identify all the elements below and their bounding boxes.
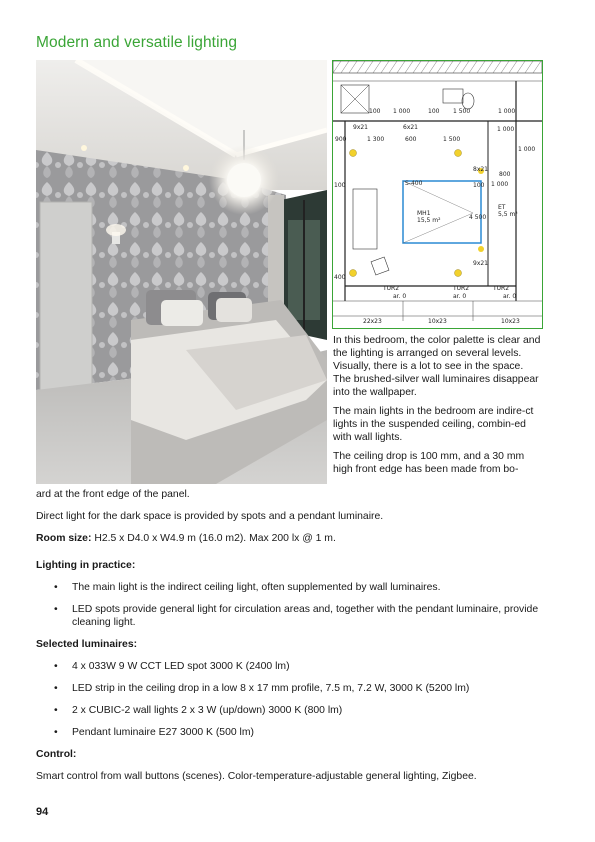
plan-label: 100 bbox=[334, 182, 346, 189]
luminaires-list bbox=[36, 660, 541, 739]
lighting-heading: Lighting in practice: bbox=[36, 560, 136, 571]
plan-label: 1 000 bbox=[518, 146, 536, 153]
control-text: Smart control from wall buttons (scenes). Color-temperature-adjustable general lighting, Zigbee. bbox=[36, 771, 477, 782]
plan-label: TUR2 bbox=[383, 285, 400, 292]
floor-plan bbox=[332, 60, 543, 329]
plan-label: TUR2 bbox=[453, 285, 470, 292]
side-paragraph: In this bedroom, the color palette is clear and the lighting is arranged on several levels. Visually, there is a lot to see in the space. The brushed-silver wall luminaires disappear into the wallpaper. bbox=[333, 335, 541, 398]
list-item: • Pendant luminaire E27 3000 K (500 lm) bbox=[36, 726, 541, 739]
plan-label: 9x21 bbox=[353, 124, 369, 131]
side-paragraph: The main lights in the bedroom are indire-ct lights in the suspended ceiling, combin-ed with wall lights. bbox=[333, 406, 534, 443]
room-size-label: Room size: bbox=[36, 533, 92, 544]
plan-label: 22x23 bbox=[363, 318, 382, 325]
plan-label: 10x23 bbox=[428, 318, 447, 325]
list-item: • The main light is the indirect ceiling light, often supplemented by wall luminaires. bbox=[36, 581, 541, 594]
list-item: • 2 x CUBIC-2 wall lights 2 x 3 W (up/down) 3000 K (800 lm) bbox=[36, 704, 541, 717]
page-number: 94 bbox=[36, 806, 49, 818]
plan-dim: 1 000 bbox=[498, 108, 516, 115]
plan-label: 10x23 bbox=[501, 318, 520, 325]
continued-line: ard at the front edge of the panel. bbox=[36, 489, 190, 500]
page-title: Modern and versatile lighting bbox=[36, 34, 238, 51]
plan-label: 4 500 bbox=[469, 214, 487, 221]
plan-label: 9x21 bbox=[473, 260, 489, 267]
plan-label: S-400 bbox=[405, 180, 423, 187]
side-text bbox=[333, 334, 543, 476]
plan-label: MH1 bbox=[417, 210, 431, 217]
control-heading: Control: bbox=[36, 749, 77, 760]
plan-label: 5,5 m² bbox=[498, 211, 518, 218]
plan-label: TUR2 bbox=[493, 285, 510, 292]
bedroom-photo bbox=[36, 60, 327, 484]
plan-label: 100 bbox=[473, 182, 485, 189]
room-size-value: H2.5 x D4.0 x W4.9 m (16.0 m2). Max 200 lx @ 1 m. bbox=[91, 533, 336, 544]
plan-label: ET bbox=[498, 204, 506, 211]
plan-dim: 1 500 bbox=[453, 108, 471, 115]
side-paragraph: The ceiling drop is 100 mm, and a 30 mm high front edge has been made from bo- bbox=[333, 451, 525, 475]
plan-dim: 1 500 bbox=[443, 136, 461, 143]
plan-label: 15,5 m² bbox=[417, 217, 441, 224]
plan-dim: 900 bbox=[335, 136, 347, 143]
body-text bbox=[36, 488, 541, 792]
plan-dim: 1 000 bbox=[393, 108, 411, 115]
plan-dim: 1 300 bbox=[367, 136, 385, 143]
plan-label: 1 000 bbox=[491, 181, 509, 188]
plan-dim: 100 bbox=[369, 108, 381, 115]
plan-label: 1 000 bbox=[497, 126, 515, 133]
plan-label: 6x21 bbox=[403, 124, 419, 131]
list-item: • LED strip in the ceiling drop in a low 8 x 17 mm profile, 7.5 m, 7.2 W, 3000 K (5200 lm) bbox=[36, 682, 541, 695]
plan-label: ar. 0 bbox=[503, 293, 517, 300]
plan-label: 400 bbox=[334, 274, 346, 281]
list-item: • 4 x 033W 9 W CCT LED spot 3000 K (2400 lm) bbox=[36, 660, 541, 673]
list-item: • LED spots provide general light for circulation areas and, together with the pendant luminaire, provide cleaning light. bbox=[36, 603, 541, 629]
plan-label: 8x21 bbox=[473, 166, 489, 173]
plan-label: 800 bbox=[499, 171, 511, 178]
direct-light-text: Direct light for the dark space is provided by spots and a pendant luminaire. bbox=[36, 511, 384, 522]
room-size bbox=[36, 532, 541, 545]
plan-dim: 100 bbox=[428, 108, 440, 115]
lighting-list bbox=[36, 581, 541, 629]
plan-dim: 600 bbox=[405, 136, 417, 143]
plan-label: ar. 0 bbox=[393, 293, 407, 300]
luminaires-heading: Selected luminaires: bbox=[36, 639, 138, 650]
plan-label: ar. 0 bbox=[453, 293, 467, 300]
